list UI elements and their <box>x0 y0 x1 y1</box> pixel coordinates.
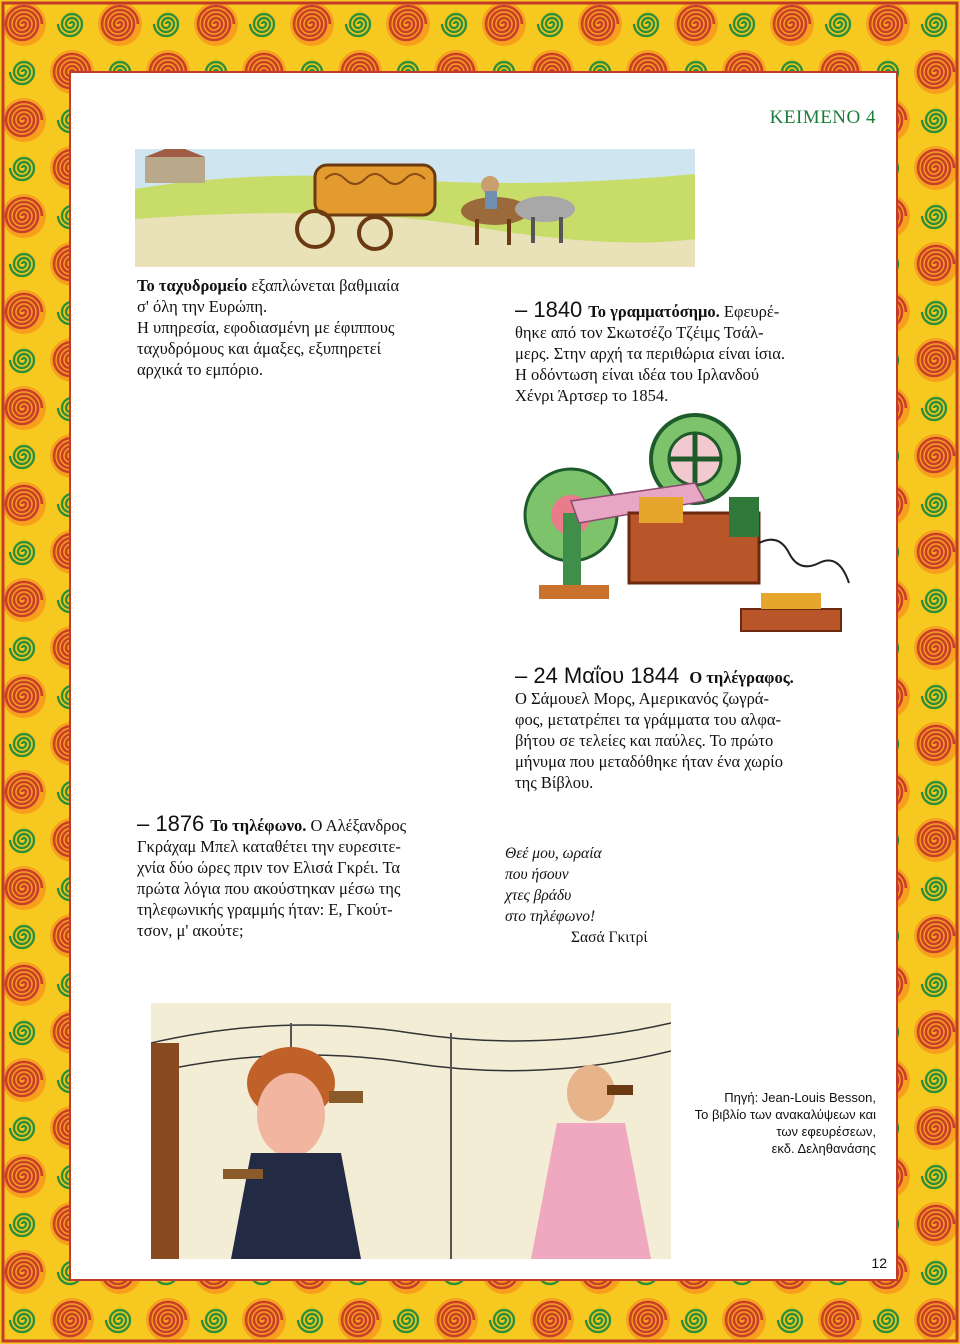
stamp-line1: Εφευρέ- <box>723 302 780 321</box>
quote-line2: που ήσουν <box>505 866 569 883</box>
quote-line1: Θεέ μου, ωραία <box>505 845 602 862</box>
telephone-text <box>137 813 497 941</box>
post-line5: αρχικά το εμπόριο. <box>137 360 263 379</box>
post-line2: σ' όλη την Ευρώπη. <box>137 297 268 316</box>
telegraph-year: – 24 Μαΐου 1844 <box>515 663 680 688</box>
stamp-text <box>515 299 875 406</box>
telegraph-left-wheel <box>525 469 617 599</box>
telegraph-line4: βήτου σε τελείες και παύλες. Το πρώτο <box>515 731 774 750</box>
stamp-line3: μερς. Στην αρχή τα περιθώρια είναι ίσια. <box>515 344 786 363</box>
source-line1: Πηγή: Jean-Louis Besson, <box>724 1090 876 1105</box>
phone-line1: Ο Αλέξανδρος <box>310 816 407 835</box>
post-line3: Η υπηρεσία, εφοδιασμένη με έφιππους <box>137 318 395 337</box>
post-line1: εξαπλώνεται βαθμιαία <box>251 276 400 295</box>
phone-year: – 1876 <box>137 811 205 836</box>
source-line2: Το βιβλίο των ανακαλύψεων και <box>694 1107 876 1122</box>
phone-title: Το τηλέφωνο. <box>210 816 307 835</box>
stamp-title: Το γραμματόσημο. <box>588 302 720 321</box>
post-line4: ταχυδρόμους και άμαξες, εξυπηρετεί <box>137 339 382 358</box>
content-panel <box>69 71 898 1281</box>
phone-line6: τσον, μ' ακούτε; <box>137 921 244 940</box>
quote-text <box>505 843 685 927</box>
stamp-year: – 1840 <box>515 297 583 322</box>
header-title: ΚΕΙΜΕΝΟ 4 <box>769 107 876 128</box>
telegraph-illustration <box>509 413 875 649</box>
quote-line3: χτες βράδυ <box>505 887 572 904</box>
telegraph-line5: μήνυμα που μεταδόθηκε ήταν ένα χωρίο <box>515 752 783 771</box>
telegraph-line3: φος, μετατρέπει τα γράμματα του αλφα- <box>515 710 782 729</box>
stamp-line2: θηκε από τον Σκωτσέζο Τζέιμς Τσάλ- <box>515 323 764 342</box>
phone-line2: Γκράχαμ Μπελ καταθέτει την ευρεσιτε- <box>137 837 401 856</box>
source-line4: εκδ. Δεληθανάσης <box>771 1141 876 1156</box>
telegraph-line6: της Βίβλου. <box>515 773 594 792</box>
stamp-line4: Η οδόντωση είναι ιδέα του Ιρλανδού <box>515 365 760 384</box>
telegraph-title: Ο τηλέγραφος. <box>689 668 794 687</box>
stagecoach-illustration <box>135 149 695 267</box>
page-number: 12 <box>871 1255 887 1271</box>
source-citation <box>646 1089 876 1157</box>
quote-author: Σασά Γκιτρί <box>571 929 648 946</box>
telegraph-text <box>515 665 875 793</box>
phone-line4: πρώτα λόγια που ακούστηκαν μέσω της <box>137 879 401 898</box>
source-line3: των εφευρέσεων, <box>776 1124 876 1139</box>
telephone-illustration <box>151 1003 671 1259</box>
post-office-text <box>137 275 537 380</box>
post-title: Το ταχυδρομείο <box>137 276 248 295</box>
quote-line4: στο τηλέφωνο! <box>505 908 596 925</box>
telegraph-line2: Ο Σάμουελ Μορς, Αμερικανός ζωγρά- <box>515 689 769 708</box>
phone-line5: τηλεφωνικής γραμμής ήταν: Ε, Γκούτ- <box>137 900 393 919</box>
phone-line3: χνία δύο ώρες πριν τον Ελισά Γκρέι. Τα <box>137 858 401 877</box>
stamp-line5: Χένρι Άρτσερ το 1854. <box>515 386 669 405</box>
